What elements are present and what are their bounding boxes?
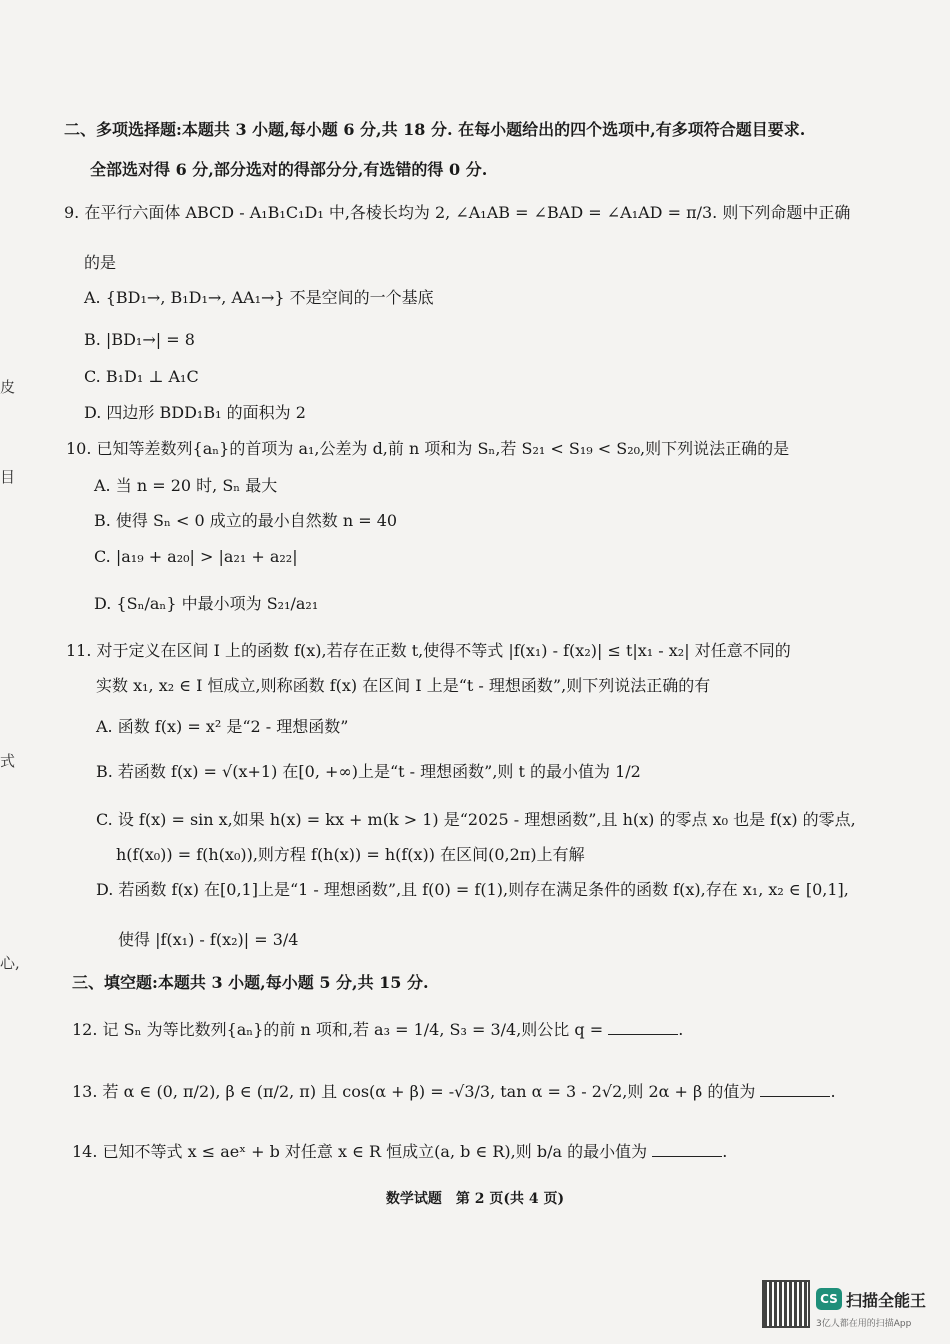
q12: 12. 记 Sₙ 为等比数列{aₙ}的前 n 项和,若 a₃ = 1/4, S₃ = 3/4,则公比 q = . (72, 1020, 684, 1039)
section2-title: 二、多项选择题:本题共 3 小题,每小题 6 分,共 18 分. 在每小题给出的四个选项中,有多项符合题目要求. (64, 120, 806, 139)
watermark-name: 扫描全能王 (846, 1291, 927, 1310)
q11-stem: 11. 对于定义在区间 I 上的函数 f(x),若存在正数 t,使得不等式 |f(x₁) - f(x₂)| ≤ t|x₁ - x₂| 对任意不同的 (66, 641, 791, 660)
margin-char: 心, (0, 954, 20, 972)
q11-option-c-cont: h(f(x₀)) = f(h(x₀)),则方程 f(h(x)) = h(f(x)) 在区间(0,2π)上有解 (116, 845, 585, 864)
q9-stem-cont: 的是 (84, 253, 117, 272)
margin-char: 皮 (0, 378, 16, 396)
q10-stem: 10. 已知等差数列{aₙ}的首项为 a₁,公差为 d,前 n 项和为 Sₙ,若 S₂₁ < S₁₉ < S₂₀,则下列说法正确的是 (66, 439, 790, 458)
q12-answer-blank[interactable] (608, 1020, 678, 1035)
q14-stem: 14. 已知不等式 x ≤ aeˣ + b 对任意 x ∈ R 恒成立(a, b ∈ R),则 b/a 的最小值为 (72, 1142, 648, 1161)
q11-option-b: B. 若函数 f(x) = √(x+1) 在[0, +∞)上是“t - 理想函数”,则 t 的最小值为 1/2 (96, 762, 641, 781)
camscanner-logo-icon: CS (816, 1288, 842, 1310)
q11-option-d: D. 若函数 f(x) 在[0,1]上是“1 - 理想函数”,且 f(0) = f(1),则存在满足条件的函数 f(x),存在 x₁, x₂ ∈ [0,1], (96, 880, 849, 899)
q9-option-b: B. |BD₁→| = 8 (84, 330, 195, 349)
scanner-watermark (760, 1280, 950, 1344)
q9-option-c: C. B₁D₁ ⊥ A₁C (84, 367, 199, 386)
q11-option-d-cont: 使得 |f(x₁) - f(x₂)| = 3/4 (118, 930, 299, 949)
q9-option-a: A. {BD₁→, B₁D₁→, AA₁→} 不是空间的一个基底 (84, 288, 434, 307)
q10-option-b: B. 使得 Sₙ < 0 成立的最小自然数 n = 40 (94, 511, 398, 530)
margin-char: 目 (0, 468, 16, 486)
q9-stem: 9. 在平行六面体 ABCD - A₁B₁C₁D₁ 中,各棱长均为 2, ∠A₁AB = ∠BAD = ∠A₁AD = π/3. 则下列命题中正确 (64, 203, 851, 222)
section2-instructions: 全部选对得 6 分,部分选对的得部分分,有选错的得 0 分. (90, 160, 488, 179)
margin-char: 式 (0, 752, 16, 770)
q12-stem: 12. 记 Sₙ 为等比数列{aₙ}的前 n 项和,若 a₃ = 1/4, S₃ = 3/4,则公比 q = (72, 1020, 604, 1039)
q14: 14. 已知不等式 x ≤ aeˣ + b 对任意 x ∈ R 恒成立(a, b ∈ R),则 b/a 的最小值为 . (72, 1142, 728, 1161)
q13-stem: 13. 若 α ∈ (0, π/2), β ∈ (π/2, π) 且 cos(α + β) = -√3/3, tan α = 3 - 2√2,则 2α + β 的值为 (72, 1082, 756, 1101)
q10-option-a: A. 当 n = 20 时, Sₙ 最大 (94, 476, 278, 495)
q13-answer-blank[interactable] (760, 1082, 830, 1097)
q11-stem-cont: 实数 x₁, x₂ ∈ I 恒成立,则称函数 f(x) 在区间 I 上是“t - 理想函数”,则下列说法正确的有 (96, 676, 711, 695)
q11-option-a: A. 函数 f(x) = x² 是“2 - 理想函数” (96, 717, 349, 736)
page-footer: 数学试题 第 2 页(共 4 页) (385, 1191, 565, 1207)
q9-option-d: D. 四边形 BDD₁B₁ 的面积为 2 (84, 403, 306, 422)
section3-title: 三、填空题:本题共 3 小题,每小题 5 分,共 15 分. (72, 973, 429, 992)
watermark-slogan: 3亿人都在用的扫描App (816, 1319, 912, 1329)
q10-option-c: C. |a₁₉ + a₂₀| > |a₂₁ + a₂₂| (94, 547, 298, 566)
q11-option-c: C. 设 f(x) = sin x,如果 h(x) = kx + m(k > 1) 是“2025 - 理想函数”,且 h(x) 的零点 x₀ 也是 f(x) 的零点, (96, 810, 856, 829)
qr-code-icon (762, 1280, 810, 1328)
q14-answer-blank[interactable] (652, 1142, 722, 1157)
q13: 13. 若 α ∈ (0, π/2), β ∈ (π/2, π) 且 cos(α + β) = -√3/3, tan α = 3 - 2√2,则 2α + β 的值为 . (72, 1082, 836, 1101)
q10-option-d: D. {Sₙ/aₙ} 中最小项为 S₂₁/a₂₁ (94, 594, 319, 613)
